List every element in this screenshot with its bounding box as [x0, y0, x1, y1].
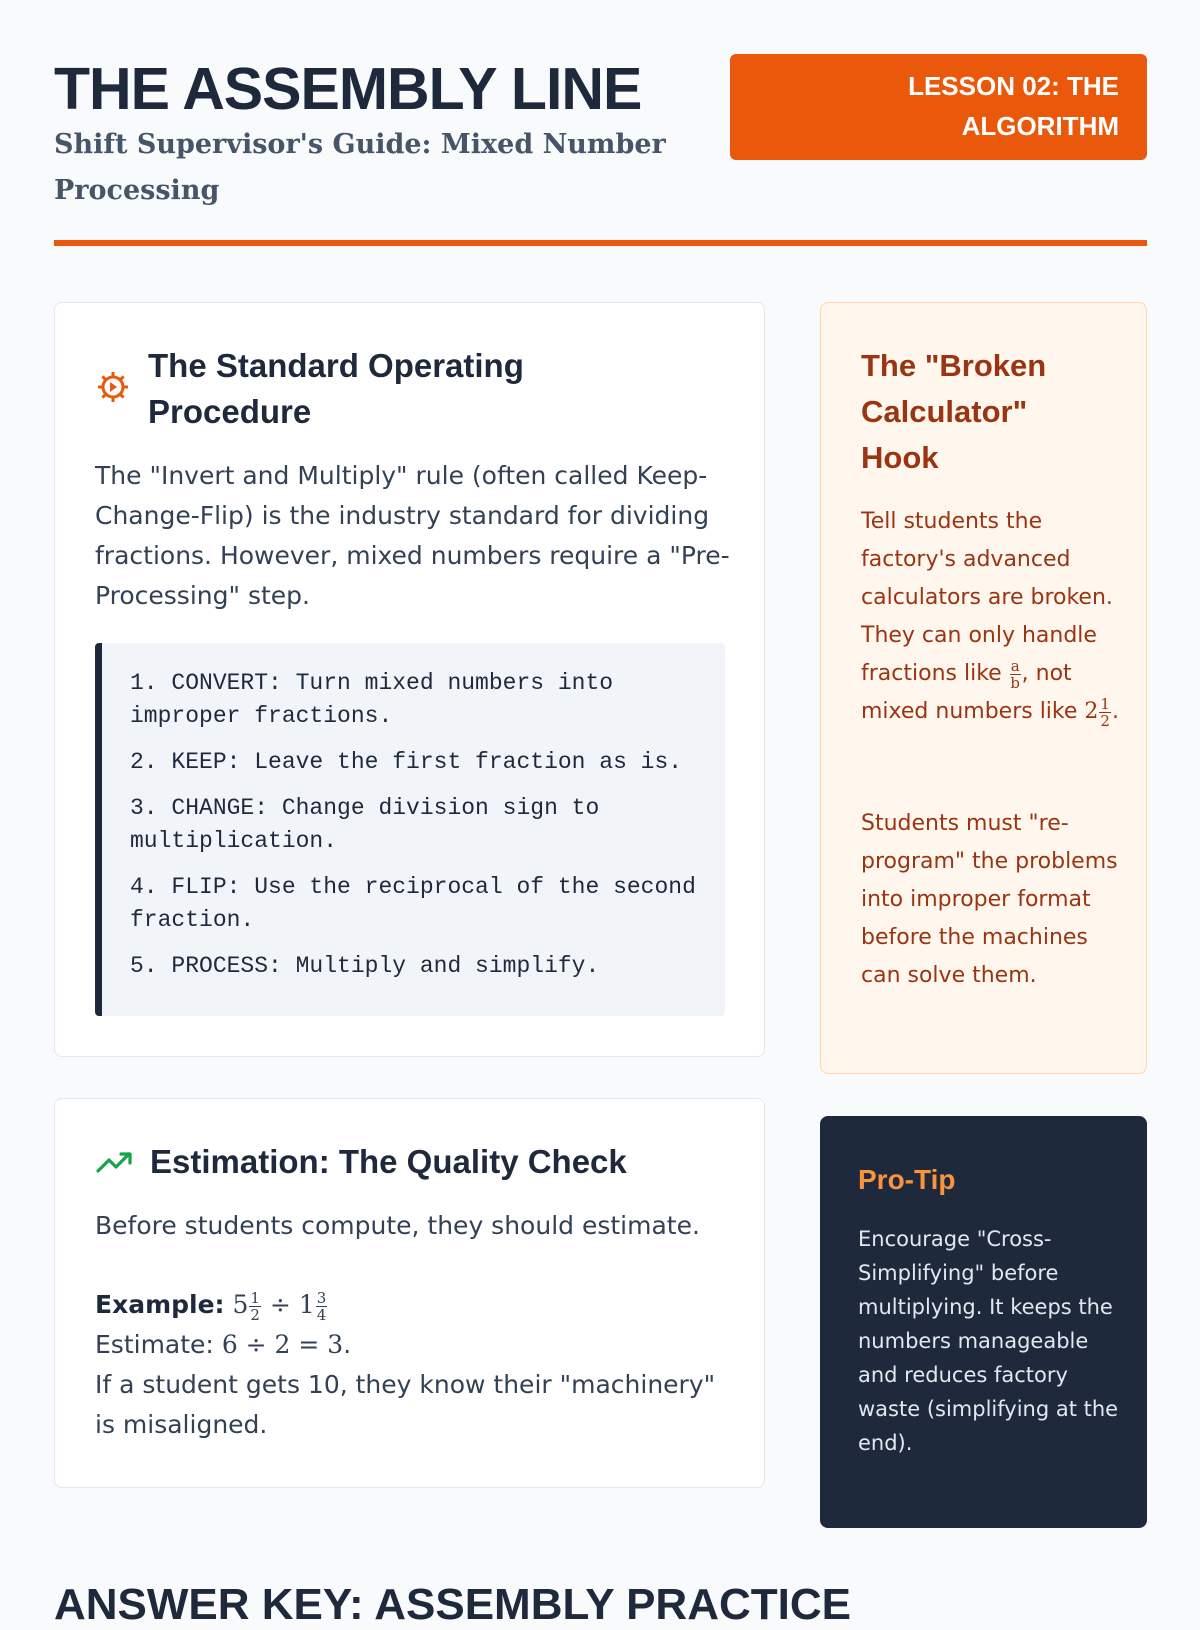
procedure-steps — [95, 643, 725, 1016]
estimate-line — [95, 1325, 735, 1365]
example-fraction-2: $\frac{3}{4}$ — [316, 1288, 327, 1324]
example-label: Example: — [95, 1290, 225, 1319]
tip-text: Encourage "Cross-Simplifying" before multiplying. It keeps the numbers manageable and reduces factory waste (simplifying at the end). — [858, 1227, 1119, 1455]
hook-title: The "Broken Calculator" Hook — [861, 348, 1047, 475]
estimation-example — [95, 1285, 735, 1445]
example-fraction-1: $\frac{1}{2}$ — [250, 1288, 260, 1324]
procedure-step: 5. PROCESS: Multiply and simplify. — [130, 953, 600, 979]
trending-up-icon — [95, 1149, 135, 1177]
estimation-note: If a student gets 10, they know their "machinery" is misaligned. — [95, 1370, 716, 1439]
header-divider — [54, 240, 1147, 246]
broken-calculator-hook — [820, 302, 1147, 1074]
answer-key-heading: ANSWER KEY: ASSEMBLY PRACTICE — [54, 1580, 851, 1629]
estimate-period: . — [343, 1330, 352, 1359]
procedure-step: 2. KEEP: Leave the first fraction as is. — [130, 749, 683, 775]
example-whole-2: 1 — [298, 1290, 315, 1319]
page-subtitle: Shift Supervisor's Guide: Mixed Number Processing — [54, 129, 666, 206]
page-title: THE ASSEMBLY LINE — [54, 56, 642, 122]
example-line — [95, 1285, 735, 1325]
sop-card — [54, 302, 765, 1057]
procedure-step: 1. CONVERT: Turn mixed numbers into improper fractions. — [130, 670, 614, 729]
hook-paragraph-2: Students must "re-program" the problems into improper format before the machines can solve them. — [861, 811, 1118, 988]
estimate-label: Estimate: — [95, 1330, 214, 1359]
lesson-badge: LESSON 02: THE ALGORITHM — [730, 54, 1147, 160]
sop-intro: The "Invert and Multiply" rule (often called Keep-Change-Flip) is the industry standard for dividing fractions. However, mixed numbers require a "Pre-Processing" step. — [95, 461, 730, 610]
estimation-lead: Before students compute, they should estimate. — [95, 1211, 700, 1240]
sop-title: The Standard Operating Procedure — [148, 347, 524, 430]
estimation-card — [54, 1098, 765, 1488]
fraction-a-over-b: $\frac{a}{b}$ — [1010, 656, 1020, 692]
gear-icon — [95, 369, 131, 405]
hook-paragraph-1: Tell students the factory's advanced calculators are broken. They can only handle fractions like $\frac{a}{b}$ , not mixed numbers like 2 $\frac{1}{2}$ . — [861, 509, 1119, 730]
procedure-step: 4. FLIP: Use the reciprocal of the second fraction. — [130, 874, 696, 933]
example-operator: ÷ — [269, 1290, 291, 1319]
procedure-step: 3. CHANGE: Change division sign to multiplication. — [130, 795, 600, 854]
estimate-expression: 6 ÷ 2 = 3 — [221, 1330, 344, 1359]
pro-tip-box — [820, 1116, 1147, 1528]
estimation-title: Estimation: The Quality Check — [150, 1143, 627, 1180]
example-whole-1: 5 — [232, 1290, 249, 1319]
tip-title: Pro-Tip — [858, 1164, 956, 1195]
mixed-number-fraction: $\frac{1}{2}$ — [1100, 694, 1110, 730]
